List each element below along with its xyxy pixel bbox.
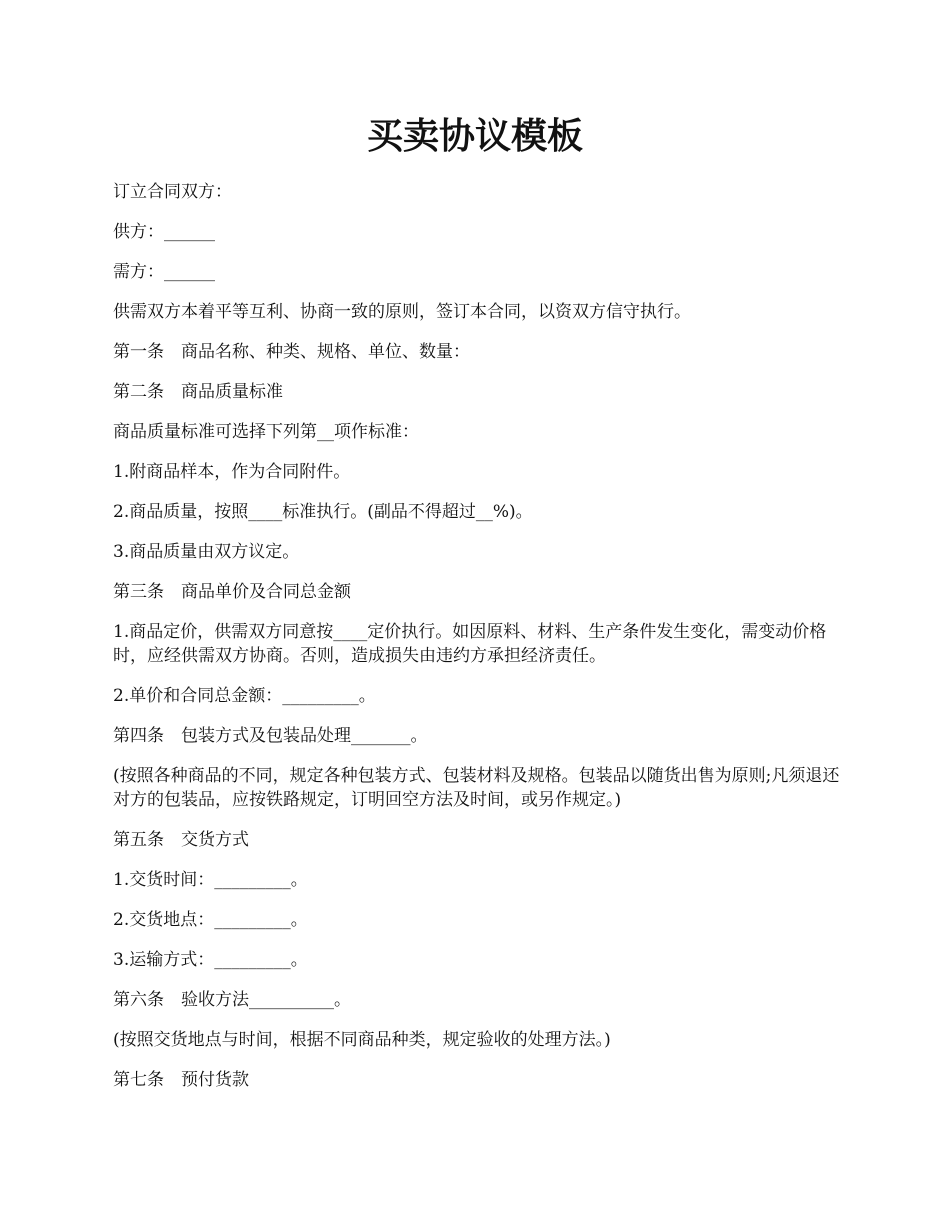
paragraph-preamble: 供需双方本着平等互利、协商一致的原则，签订本合同，以资双方信守执行。: [113, 302, 691, 322]
paragraph-quality-item-3: 3.商品质量由双方议定。: [113, 542, 300, 562]
article-7-heading: 第七条 预付货款: [113, 1070, 249, 1090]
paragraph-price-item-1: 1.商品定价，供需双方同意按____定价执行。如因原料、材料、生产条件发生变化，需变动价格时，应经供需双方协商。否则，造成损失由违约方承担经济责任。: [113, 622, 827, 666]
paragraph-quality-options: 商品质量标准可选择下列第__项作标准：: [113, 422, 419, 442]
paragraph-transport-method: 3.运输方式：_________。: [113, 950, 308, 970]
paragraph-inspection-note: (按照交货地点与时间，根据不同商品种类，规定验收的处理方法。): [113, 1030, 611, 1050]
document-body: [113, 180, 843, 1108]
paragraph-supplier: 供方：______: [113, 222, 215, 242]
paragraph-packaging-note: (按照各种商品的不同，规定各种包装方式、包装材料及规格。包装品以随货出售为原则;凡须退还对方的包装品，应按铁路规定，订明回空方法及时间，或另作规定。): [113, 766, 840, 810]
paragraph-buyer: 需方：______: [113, 262, 215, 282]
article-2-heading: 第二条 商品质量标准: [113, 382, 283, 402]
paragraph-parties-intro: 订立合同双方：: [113, 182, 232, 202]
article-3-heading: 第三条 商品单价及合同总金额: [113, 582, 351, 602]
article-4-heading: 第四条 包装方式及包装品处理_______。: [113, 726, 428, 746]
article-6-heading: 第六条 验收方法__________。: [113, 990, 351, 1010]
article-1-heading: 第一条 商品名称、种类、规格、单位、数量：: [113, 342, 470, 362]
paragraph-delivery-time: 1.交货时间：_________。: [113, 870, 308, 890]
paragraph-quality-item-2: 2.商品质量，按照____标准执行。(副品不得超过__%)。: [113, 502, 533, 522]
paragraph-price-item-2: 2.单价和合同总金额：_________。: [113, 686, 376, 706]
paragraph-quality-item-1: 1.附商品样本，作为合同附件。: [113, 462, 351, 482]
paragraph-delivery-place: 2.交货地点：_________。: [113, 910, 308, 930]
document-title: 买卖协议模板: [366, 115, 583, 157]
article-5-heading: 第五条 交货方式: [113, 830, 249, 850]
